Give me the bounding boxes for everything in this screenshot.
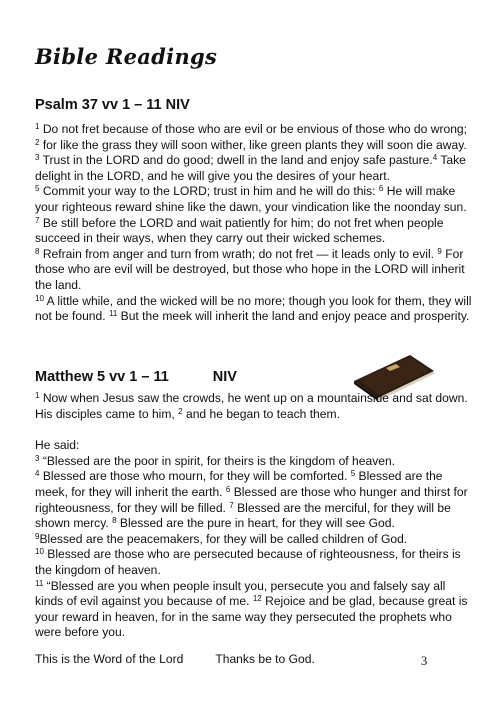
verse-text: Blessed are those who hunger and thirst for righteousness, for they will be filled.: [35, 484, 468, 515]
matthew-intro: [35, 391, 473, 422]
closing-response: [35, 652, 315, 666]
matthew-passage: [35, 391, 473, 641]
matthew-reference: Matthew 5 vv 1 – 11: [35, 369, 169, 385]
verse-number: 2: [178, 406, 183, 416]
verse-text: Refrain from anger and turn from wrath; do not fret — it leads only to evil.: [39, 246, 438, 261]
verse-number: 12: [252, 594, 262, 604]
verse-text: Trust in the LORD and do good; dwell in the land and enjoy safe pasture.: [39, 153, 433, 168]
verse-number: 8: [112, 516, 117, 526]
he-said-label: He said:: [35, 438, 80, 453]
verse-number: 10: [35, 293, 44, 303]
verse-text: “Blessed are you when people insult you, persecute you and falsely say all kinds of evil against you because of me.: [35, 578, 446, 609]
verse-number: 4: [35, 469, 40, 479]
verse-number: 5: [35, 184, 40, 194]
verse-number: 6: [378, 184, 384, 194]
verse-number: 3: [35, 153, 40, 163]
verse-text: Take delight in the LORD, and he will give you the desires of your heart.: [35, 153, 466, 183]
verse-number: 3: [35, 453, 40, 463]
page-title: Bible Readings: [35, 44, 218, 69]
verse-number: 7: [35, 215, 40, 225]
psalm-heading: Psalm 37 vv 1 – 11 NIV: [35, 97, 190, 113]
verse-text: for like the grass they will soon wither, like green plants they will soon die away.: [39, 137, 467, 152]
verse-text: But the meek will inherit the land and enjoy peace and prosperity.: [117, 309, 470, 324]
verse-text: A little while, and the wicked will be no more; though you look for them, they will not be found.: [35, 293, 472, 324]
verse-text: Blessed are the pure in heart, for they will see God.: [116, 516, 395, 531]
verse-text: For those who are evil will be destroyed, but those who hope in the LORD will inherit the land.: [35, 246, 465, 292]
verse-number: 10: [35, 547, 44, 557]
closing-reply: Thanks be to God.: [215, 652, 315, 666]
page-number: 3: [421, 654, 428, 668]
verse-number: 7: [229, 500, 234, 510]
psalm-text: [35, 122, 473, 325]
verse-number: 4: [432, 153, 438, 163]
verse-text: Rejoice and be glad, because great is your reward in heaven, for in the same way they persecuted the prophets who were before you.: [35, 594, 468, 640]
verse-number: 11: [35, 578, 44, 588]
matthew-beatitudes: [35, 438, 473, 641]
verse-text: Blessed are those who mourn, for they will be comforted.: [39, 469, 351, 484]
verse-number: 8: [35, 246, 40, 256]
verse-text: Do not fret because of those who are evil or be envious of those who do wrong;: [39, 122, 468, 136]
verse-number: 1: [35, 391, 40, 400]
verse-number: 9: [35, 531, 40, 541]
verse-text: and he began to teach them.: [182, 406, 340, 421]
verse-number: 5: [350, 469, 356, 479]
verse-number: 6: [225, 484, 231, 494]
verse-text: Blessed are the peacemakers, for they will be called children of God.: [39, 531, 408, 546]
verse-text: “Blessed are the poor in spirit, for theirs is the kingdom of heaven.: [39, 453, 396, 468]
verse-text: Now when Jesus saw the crowds, he went up on a mountainside and sat down. His disciples came to him,: [35, 391, 468, 421]
verse-text: He will make your righteous reward shine like the dawn, your vindication like the noonday sun.: [35, 184, 467, 214]
matthew-version: NIV: [212, 369, 237, 385]
psalm-passage: [35, 122, 473, 325]
matthew-heading: [35, 369, 237, 385]
verse-number: 9: [437, 246, 442, 256]
verse-number: 11: [108, 309, 118, 319]
verse-text: Be still before the LORD and wait patiently for him; do not fret when people succeed in their ways, when they carry out their wicked schemes.: [35, 215, 444, 246]
verse-text: Blessed are those who are persecuted because of righteousness, for theirs is the kingdom of heaven.: [35, 547, 461, 577]
verse-text: Blessed are the merciful, for they will be shown mercy.: [35, 500, 451, 531]
verse-text: Blessed are the meek, for they will inherit the earth.: [35, 469, 443, 499]
verse-text: Commit your way to the LORD; trust in him and he will do this:: [39, 184, 379, 199]
closing-statement: This is the Word of the Lord: [35, 652, 184, 666]
verse-number: 2: [35, 137, 40, 147]
verse-number: 1: [35, 122, 40, 131]
